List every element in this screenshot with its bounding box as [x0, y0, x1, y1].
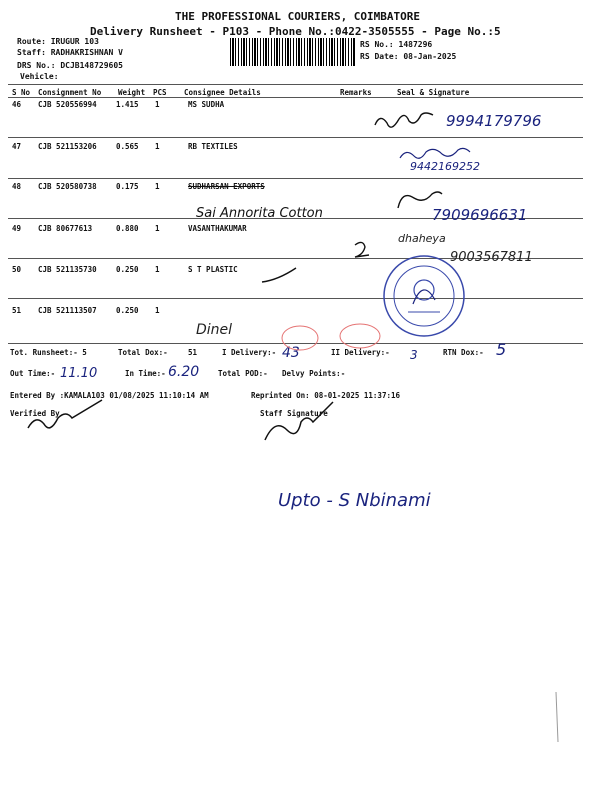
row-50-pcs: 1 [155, 265, 160, 274]
row-48-pcs: 1 [155, 182, 160, 191]
row-49-name-handwritten: dhaheya [398, 232, 446, 245]
row-46-sno: 46 [12, 100, 22, 109]
row-46-weight: 1.415 [116, 100, 139, 109]
seal-stamp [384, 256, 464, 336]
row-50-consignment: CJB 521135730 [38, 265, 97, 274]
row-47-pcs: 1 [155, 142, 160, 151]
row-48-consignee: SUDHARSAN EXPORTS [188, 182, 265, 191]
vehicle-label: Vehicle: [20, 72, 59, 81]
out-time-label: Out Time:- [10, 369, 56, 378]
i-delivery-label: I Delivery:- [222, 348, 277, 357]
route-label: Route: IRUGUR 103 [17, 37, 99, 46]
bottom-handwritten-note: Upto - S Nbinami [278, 490, 431, 511]
row-47-consignee: RB TEXTILES [188, 142, 238, 151]
row-50-weight: 0.250 [116, 265, 139, 274]
row-50-sno: 50 [12, 265, 22, 274]
rs-date: RS Date: 08-Jan-2025 [360, 52, 457, 61]
col-consignee: Consignee Details [184, 88, 261, 97]
row-51-consignment: CJB 521113507 [38, 306, 97, 315]
company-title: THE PROFESSIONAL COURIERS, COIMBATORE [175, 10, 421, 23]
signature-row48 [398, 192, 442, 208]
col-remarks: Remarks [340, 88, 372, 97]
col-pcs: PCS [153, 88, 167, 97]
staff-signature-label: Staff Signature [260, 409, 328, 418]
row-49-consignment: CJB 80677613 [38, 224, 93, 233]
i-delivery-value: 43 [282, 345, 300, 361]
verified-signature [28, 400, 102, 428]
row-48-note-handwritten: Sai Annorita Cotton [196, 206, 323, 221]
row-49-weight: 0.880 [116, 224, 139, 233]
reprinted-on: Reprinted On: 08-01-2025 11:37:16 [251, 391, 401, 400]
entered-by: Entered By :KAMALA103 01/08/2025 11:10:14 AM [10, 391, 209, 400]
red-stamp [282, 324, 380, 350]
col-seal-signature: Seal & Signature [397, 88, 470, 97]
row-49-phone-handwritten: 9003567811 [450, 250, 533, 265]
delvy-points-label: Delvy Points:- [282, 369, 346, 378]
row-47-phone-handwritten: 9442169252 [410, 160, 480, 173]
row-49-sno: 49 [12, 224, 22, 233]
runsheet-subtitle: Delivery Runsheet - P103 - Phone No.:0422-3505555 - Page No.:5 [90, 25, 501, 38]
row-48-sno: 48 [12, 182, 22, 191]
staff-label: Staff: RADHAKRISHNAN V [17, 48, 123, 57]
row-49-consignee: VASANTHAKUMAR [188, 224, 247, 233]
row-51-sno: 51 [12, 306, 22, 315]
row-47-weight: 0.565 [116, 142, 139, 151]
total-dox-value: 51 [188, 348, 198, 357]
rs-number: RS No.: 1487296 [360, 40, 433, 49]
signature-row47 [400, 148, 470, 158]
row-48-consignment: CJB 520580738 [38, 182, 97, 191]
signature-row46 [375, 113, 433, 127]
col-weight: Weight [118, 88, 146, 97]
tick-row49 [355, 242, 369, 257]
row-46-consignment: CJB 520556994 [38, 100, 97, 109]
row-51-sign-handwritten: Dinel [196, 322, 233, 338]
row-46-pcs: 1 [155, 100, 160, 109]
in-time-label: In Time:- [125, 369, 166, 378]
rtn-dox-label: RTN Dox:- [443, 348, 484, 357]
rtn-dox-value: 5 [496, 340, 507, 359]
row-49-pcs: 1 [155, 224, 160, 233]
verified-by-label: Verified By [10, 409, 60, 418]
row-51-weight: 0.250 [116, 306, 139, 315]
row-47-sno: 47 [12, 142, 22, 151]
row-50-consignee: S T PLASTIC [188, 265, 238, 274]
col-consignment: Consignment No [38, 88, 102, 97]
col-sno: S No [12, 88, 31, 97]
drs-number: DRS No.: DCJB148729605 [17, 61, 123, 70]
margin-mark [556, 692, 558, 742]
out-time-value: 11.10 [60, 366, 98, 381]
staff-signature [265, 402, 333, 440]
row-51-pcs: 1 [155, 306, 160, 315]
ii-delivery-value: 3 [410, 348, 418, 362]
total-dox-label: Total Dox:- [118, 348, 168, 357]
tick-row50 [262, 268, 296, 282]
ii-delivery-label: II Delivery:- [331, 348, 390, 357]
row-48-phone-handwritten: 7909696631 [432, 206, 528, 224]
total-pod-label: Total POD:- [218, 369, 268, 378]
row-46-phone-handwritten: 9994179796 [446, 112, 542, 130]
row-48-weight: 0.175 [116, 182, 139, 191]
row-46-consignee: MS SUDHA [188, 100, 225, 109]
tot-runsheet: Tot. Runsheet:- 5 [10, 348, 87, 357]
row-47-consignment: CJB 521153206 [38, 142, 97, 151]
in-time-value: 6.20 [168, 364, 200, 380]
